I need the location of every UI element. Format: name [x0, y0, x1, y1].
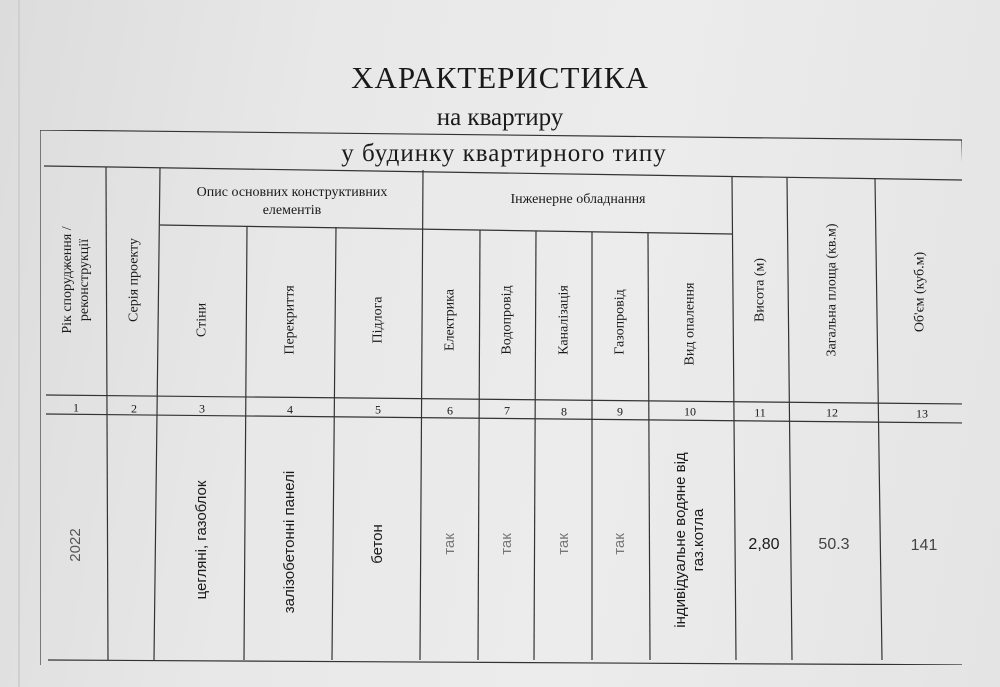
- col-header-heating: Вид опалення: [682, 282, 698, 366]
- col-number-11: 11: [754, 405, 766, 420]
- cell-height: 2,80: [748, 536, 780, 553]
- col-number-12: 12: [826, 405, 838, 420]
- document-title: ХАРАКТЕРИСТИКА: [351, 60, 649, 95]
- cell-gas: так: [611, 533, 628, 555]
- col-number-6: 6: [447, 403, 453, 418]
- group-header-structural-text: Опис основних конструктивних елементів: [196, 185, 388, 218]
- col-header-height: Висота (м): [752, 257, 768, 323]
- col-header-year: [59, 185, 93, 375]
- cell-year: 2022: [67, 528, 84, 562]
- document-subtitle: на квартиру: [436, 104, 564, 131]
- col-header-area: Загальна площа (кв.м): [824, 223, 840, 357]
- house-type-heading: у будинку квартирного типу: [341, 140, 667, 167]
- col-number-10: 10: [684, 404, 696, 419]
- characteristics-table: [40, 130, 962, 665]
- col-number-1: 1: [73, 400, 79, 415]
- col-number-9: 9: [617, 404, 623, 419]
- cell-heating-text: індивідуальне водяне від газ.котла: [672, 452, 707, 628]
- col-header-flooring: Підлога: [370, 296, 386, 344]
- col-number-2: 2: [131, 401, 137, 416]
- col-number-4: 4: [287, 402, 293, 417]
- col-header-walls: Стіни: [194, 302, 210, 338]
- col-number-5: 5: [375, 402, 381, 417]
- col-number-3: 3: [199, 401, 205, 416]
- col-header-gas: Газопровід: [612, 289, 628, 355]
- col-number-7: 7: [504, 403, 510, 418]
- col-header-series: Серія проекту: [126, 238, 142, 322]
- col-number-8: 8: [561, 404, 567, 419]
- col-header-ceilings: Перекриття: [282, 285, 298, 355]
- col-header-volume: Об'єм (куб.м): [912, 251, 928, 333]
- cell-water: так: [498, 533, 515, 555]
- group-header-structural: [167, 184, 417, 220]
- col-number-13: 13: [916, 406, 928, 421]
- cell-sewage: так: [555, 533, 572, 555]
- cell-walls: цегляні, газоблок: [193, 480, 210, 600]
- col-header-sewage: Каналізація: [556, 285, 572, 355]
- col-header-electricity: Електрика: [442, 289, 458, 351]
- cell-flooring: бетон: [369, 524, 386, 564]
- col-header-water: Водопровід: [499, 285, 515, 355]
- cell-electricity: так: [441, 533, 458, 555]
- cell-heating: [672, 430, 708, 650]
- cell-area: 50.3: [818, 536, 850, 553]
- group-header-engineering: Інженерне обладнання: [510, 192, 646, 207]
- col-header-year-text: Рік спорудження / реконструкції: [60, 226, 92, 334]
- cell-ceilings: залізобетонні панелі: [281, 470, 298, 614]
- cell-volume: 141: [910, 537, 938, 554]
